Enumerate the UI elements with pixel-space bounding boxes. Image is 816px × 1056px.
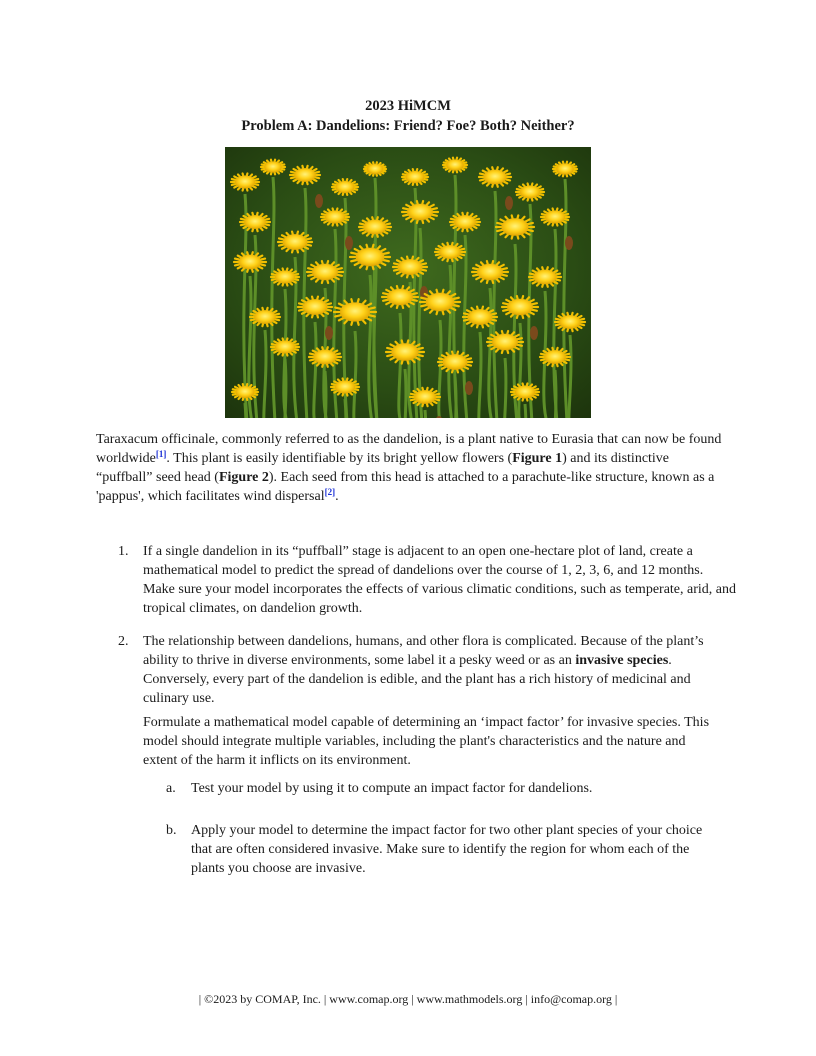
dandelion-bloom (309, 347, 341, 367)
task-item-1 (96, 542, 736, 618)
dandelion-bloom (321, 208, 349, 225)
dandelion-bloom (555, 313, 585, 331)
intro-paragraph (96, 430, 726, 506)
dandelion-bloom (240, 213, 270, 231)
flower-bud (315, 194, 323, 208)
flower-stem (424, 410, 427, 418)
task-2-text-b: . Conversely, every part of the dandelion is edible, and the plant has a rich history of medicinal and culinary use. (143, 653, 691, 706)
subtask-b-letter: b. (166, 823, 177, 838)
task-text-1: If a single dandelion in its “puffball” stage is adjacent to an open one-hectare plot of land, create a mathematical model to predict the spread of dandelions over the course of 1, 2, 3, 6, and 12 months. Make sure your model incorporates the effects of various climatic conditions, such as temperate, arid, and tropical climates, on dandelion growth. (143, 544, 736, 616)
dandelion-bloom (278, 232, 312, 253)
flower-bud (505, 196, 513, 210)
flower-bud (530, 326, 538, 340)
intro-text-4: ). Each seed from this head is attached to a parachute-like structure, known as a 'pappus', which facilitates wind dispersal (96, 470, 715, 504)
dandelion-bloom (234, 252, 266, 272)
dandelion-bloom (450, 213, 480, 231)
impact-factor-paragraph (143, 699, 723, 784)
intro-text-5: . (335, 489, 339, 504)
dandelion-bloom (271, 338, 299, 355)
dandelion-bloom (553, 162, 577, 177)
dandelion-bloom (231, 173, 259, 190)
dandelion-bloom (443, 158, 467, 173)
dandelion-bloom (472, 261, 508, 283)
task-2-text-a: The relationship between dandelions, humans, and other flora is complicated. Because of the plant’s ability to thrive in diverse environments, some label it a pesky weed or as an (143, 634, 704, 668)
task-list (96, 528, 736, 722)
dandelion-bloom (438, 352, 472, 373)
dandelion-bloom (250, 308, 280, 326)
intro-text-3: ) and its distinctive “puffball” seed head ( (96, 451, 670, 485)
dandelion-bloom (463, 307, 497, 328)
flower-bud (465, 381, 473, 395)
dandelion-bloom (402, 169, 428, 185)
dandelion-bloom (529, 267, 561, 287)
figure-1-ref: Figure 1 (512, 451, 563, 466)
dandelion-photo (225, 147, 591, 418)
document-title: 2023 HiMCM (365, 98, 451, 114)
page-footer: | ©2023 by COMAP, Inc. | www.comap.org | www.mathmodels.org | info@comap.org | (198, 992, 618, 1006)
flower-bud (345, 236, 353, 250)
dandelion-bloom (541, 208, 569, 225)
dandelion-bloom (359, 217, 391, 237)
invasive-species-term: invasive species (575, 653, 669, 668)
citation-1-link[interactable]: [1] (155, 449, 167, 459)
flower-bud (565, 236, 573, 250)
document-title-block (0, 96, 816, 136)
dandelion-bloom (261, 160, 285, 175)
dandelion-bloom (435, 243, 465, 261)
figure-2-ref: Figure 2 (218, 470, 269, 485)
subtask-a-letter: a. (166, 781, 176, 796)
subtask-a-text: Test your model by using it to compute an impact factor for dandelions. (191, 781, 593, 796)
citation-2-link[interactable]: [2] (324, 487, 336, 497)
dandelion-bloom (487, 331, 523, 353)
subtask-b (166, 821, 726, 878)
dandelion-bloom (386, 340, 424, 363)
dandelion-bloom (511, 383, 539, 400)
task-text-2 (143, 632, 736, 708)
dandelion-bloom (410, 388, 440, 406)
dandelion-bloom (393, 257, 427, 278)
dandelion-bloom (382, 286, 418, 308)
intro-text-2: . This plant is easily identifiable by its bright yellow flowers ( (166, 451, 513, 466)
task-item-2 (96, 632, 736, 708)
dandelion-bloom (307, 261, 343, 283)
dandelion-bloom (496, 215, 534, 238)
dandelion-bloom (502, 296, 538, 318)
dandelion-bloom (271, 268, 299, 285)
dandelion-bloom (402, 201, 438, 223)
task-number-2: 2. (118, 634, 129, 649)
task-number-1: 1. (118, 544, 129, 559)
dandelion-bloom (364, 162, 386, 175)
impact-factor-text: Formulate a mathematical model capable of determining an ‘impact factor’ for invasive species. This model should integrate multiple variables, including the plant's characteristics and the nature and extent of the harm it inflicts on its environment. (143, 715, 710, 768)
flower-bud (325, 326, 333, 340)
dandelion-bloom (331, 378, 359, 395)
subtask-a (166, 779, 726, 798)
problem-title: Problem A: Dandelions: Friend? Foe? Both? Neither? (241, 118, 575, 134)
dandelion-bloom (290, 166, 320, 184)
dandelion-bloom (332, 179, 358, 195)
dandelion-bloom (298, 297, 332, 318)
dandelion-bloom (479, 167, 511, 187)
intro-text-1: Taraxacum officinale, commonly referred to as the dandelion, is a plant native to Eurasia that can now be found worldwide (96, 432, 722, 466)
subtask-b-text: Apply your model to determine the impact factor for two other plant species of your choice that are often considered invasive. Make sure to identify the region for whom each of the plants you choose are invasive. (191, 823, 703, 876)
dandelion-bloom (232, 384, 258, 400)
dandelion-bloom (540, 348, 570, 366)
dandelion-bloom (516, 183, 544, 200)
